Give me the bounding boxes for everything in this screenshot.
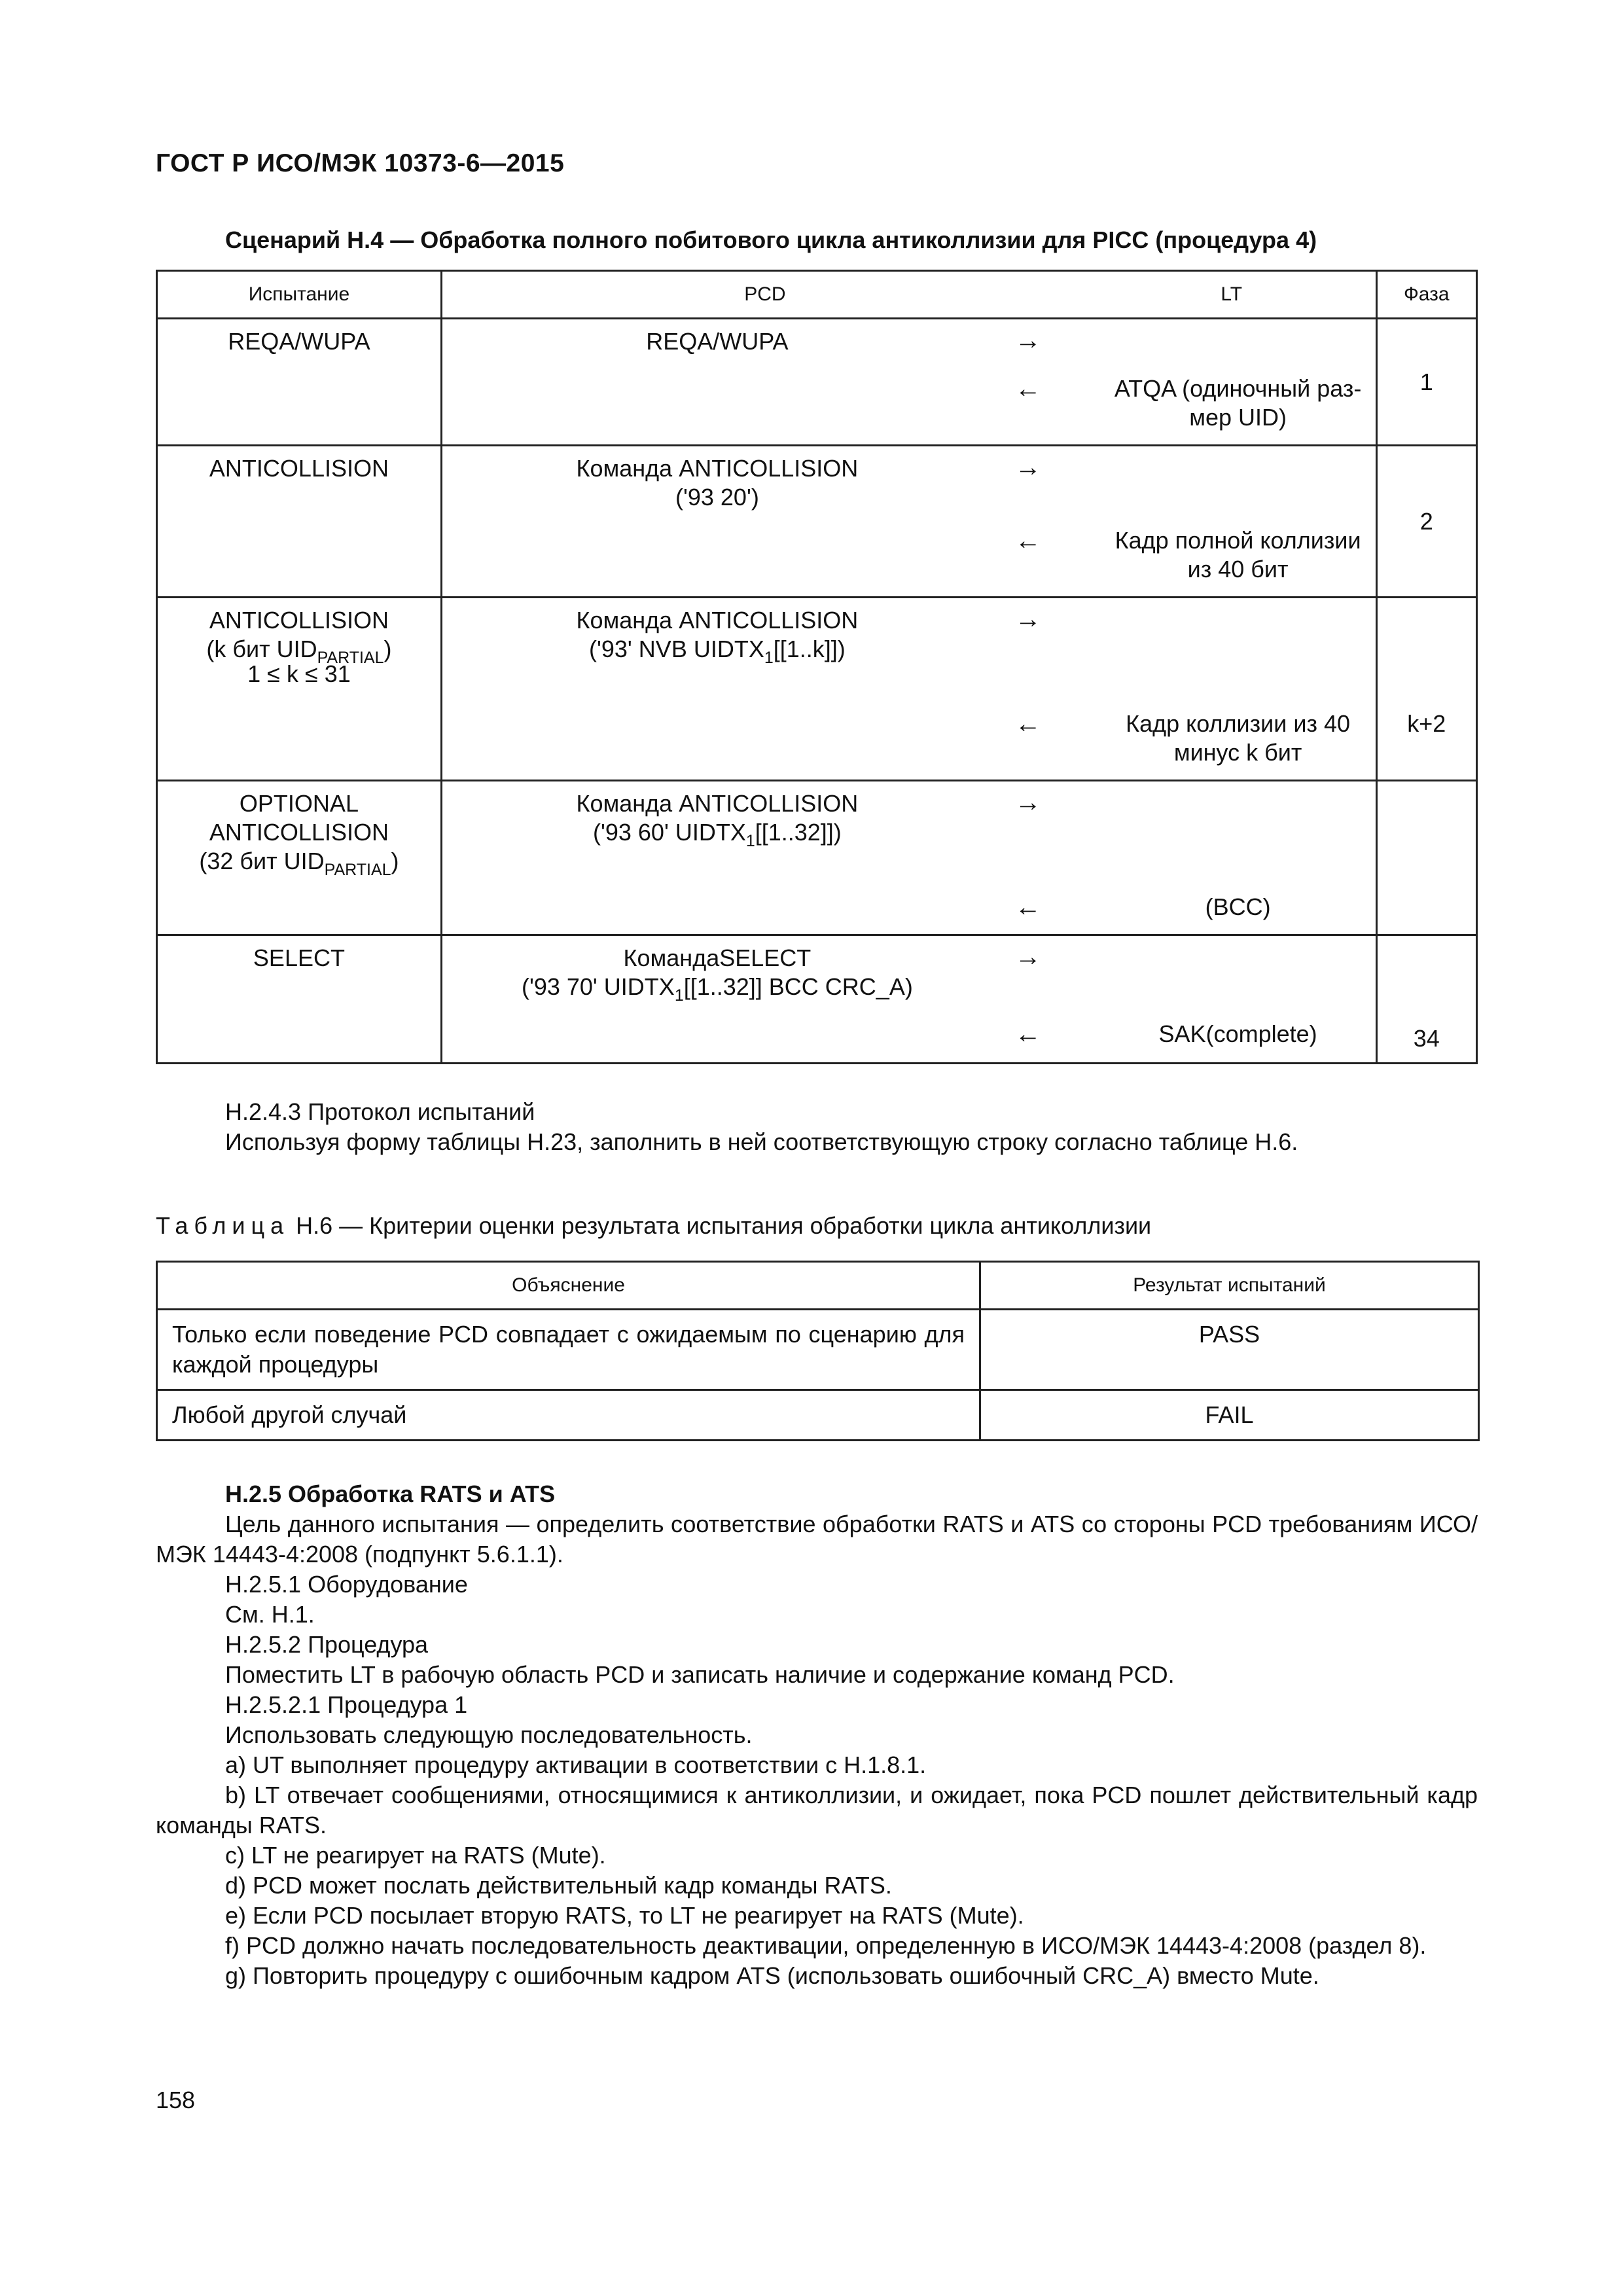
test-line — [158, 635, 440, 667]
cell-phase: 2 — [1376, 446, 1476, 598]
cell-phase: k+2 — [1376, 598, 1476, 781]
scenario-caption: Сценарий Н.4 — Обработка полного побитового цикла антиколлизии для PICC (процедура 4) — [225, 226, 1317, 253]
protocol-heading: Н.2.4.3 Протокол испытаний — [225, 1098, 535, 1125]
lt-text — [1101, 893, 1376, 922]
cell-test — [157, 598, 442, 781]
cell-phase — [1376, 781, 1476, 935]
arrow-right-icon: → — [1014, 453, 1041, 482]
cell-pcd — [441, 935, 1087, 1064]
table-row — [157, 598, 1477, 781]
cell-test — [157, 319, 442, 446]
test-line: ANTICOLLISION — [209, 819, 389, 846]
arrow-left-icon: ← — [1014, 709, 1041, 738]
test-line: ANTICOLLISION — [209, 607, 389, 634]
test-line: ANTICOLLISION — [209, 455, 389, 482]
section-heading: Н.2.5 Обработка RATS и ATS — [225, 1480, 556, 1507]
pcd-line: Команда ANTICOLLISION — [576, 790, 859, 817]
pcd-line: Команда ANTICOLLISION — [576, 455, 859, 482]
document-header: ГОСТ Р ИСО/МЭК 10373-6—2015 — [156, 149, 565, 177]
list-item: c) LT не реагирует на RATS (Mute). — [225, 1842, 606, 1869]
test-text: ) — [383, 636, 392, 662]
pcd-text-part: ('93 60' UIDTX — [593, 819, 746, 846]
body-paragraph: Н.2.5.2.1 Процедура 1 — [225, 1691, 468, 1718]
test-text: (k бит UID — [206, 636, 317, 662]
test-line: SELECT — [253, 944, 345, 971]
cell-pcd — [441, 446, 1087, 598]
body-paragraph: Н.2.5.1 Оборудование — [225, 1571, 468, 1598]
arrow-left-icon: ← — [1014, 374, 1041, 403]
lt-text — [1101, 374, 1376, 432]
lt-text — [1101, 526, 1376, 584]
col-header-lt: LT — [1088, 271, 1376, 319]
table6-caption-text: Н.6 — Критерии оценки результата испытания обработки цикла антиколлизии — [289, 1212, 1152, 1239]
page-number: 158 — [156, 2087, 196, 2113]
cell-result: FAIL — [980, 1390, 1479, 1441]
cell-lt — [1088, 446, 1376, 598]
pcd-text-part: [[1..32]] BCC CRC_A) — [683, 973, 913, 1000]
lt-line: ATQA (одиночный раз- — [1114, 375, 1362, 402]
pcd-line: ('93 20') — [675, 484, 759, 511]
scenario-table — [156, 270, 1478, 1064]
cell-pcd — [441, 598, 1087, 781]
test-text: (32 бит UID — [199, 848, 325, 874]
lt-line: минус k бит — [1173, 739, 1302, 766]
list-item: f) PCD должно начать последовательность деактивации, определенную в ИСО/МЭК 14443-4:2008 (раздел 8). — [225, 1932, 1427, 1959]
test-line — [158, 847, 440, 879]
lt-line: мер UID) — [1189, 404, 1287, 431]
pcd-line — [442, 818, 992, 850]
cell-explanation: Только если поведение PCD совпадает с ожидаемым по сценарию для каждой процедуры — [157, 1310, 980, 1390]
cell-test — [157, 781, 442, 935]
cell-phase: 34 — [1376, 935, 1476, 1064]
subscript: PARTIAL — [324, 861, 391, 879]
cell-pcd — [441, 319, 1087, 446]
pcd-line: REQA/WUPA — [646, 328, 789, 355]
subscript: 1 — [674, 986, 684, 1005]
body-paragraph: Использовать следующую последовательность. — [225, 1721, 753, 1748]
arrow-left-icon: ← — [1014, 526, 1041, 555]
test-line: REQA/WUPA — [228, 328, 370, 355]
col-header-pcd: PCD — [441, 271, 1087, 319]
pcd-text — [442, 781, 992, 850]
col-header-phase: Фаза — [1376, 271, 1476, 319]
col-header-test: Испытание — [157, 271, 442, 319]
arrow-right-icon: → — [1014, 788, 1041, 817]
pcd-text — [442, 598, 992, 667]
subscript: 1 — [764, 649, 774, 667]
pcd-line: Команда ANTICOLLISION — [576, 607, 859, 634]
arrow-right-icon: → — [1014, 605, 1041, 634]
lt-line: Кадр полной коллизии — [1115, 527, 1361, 554]
cell-explanation: Любой другой случай — [157, 1390, 980, 1441]
subscript: PARTIAL — [317, 649, 384, 667]
arrow-right-icon: → — [1014, 326, 1041, 355]
protocol-text: Используя форму таблицы Н.23, заполнить в ней соответствующую строку согласно таблице Н.6. — [225, 1128, 1298, 1155]
table6-caption-prefix: Таблица — [156, 1212, 290, 1239]
pcd-text — [442, 936, 992, 1005]
lt-line: (BCC) — [1205, 893, 1271, 920]
list-item: a) UT выполняет процедуру активации в соответствии с Н.1.8.1. — [225, 1751, 927, 1778]
lt-text — [1101, 1020, 1376, 1049]
cell-test — [157, 935, 442, 1064]
arrow-right-icon: → — [1014, 942, 1041, 971]
lt-line: SAK(complete) — [1158, 1020, 1317, 1047]
list-item: e) Если PCD посылает вторую RATS, то LT не реагирует на RATS (Mute). — [225, 1902, 1024, 1929]
pcd-line — [442, 635, 992, 667]
pcd-line: КомандаSELECT — [623, 944, 812, 971]
test-text: ) — [391, 848, 399, 874]
criteria-table — [156, 1261, 1480, 1441]
arrow-left-icon: ← — [1014, 1020, 1041, 1049]
list-item: g) Повторить процедуру с ошибочным кадром ATS (использовать ошибочный CRC_A) вместо Mute. — [225, 1962, 1319, 1989]
lt-line: Кадр коллизии из 40 — [1126, 710, 1351, 737]
table-row — [157, 935, 1477, 1064]
cell-pcd — [441, 781, 1087, 935]
cell-test — [157, 446, 442, 598]
col-header-explanation: Объяснение — [157, 1262, 980, 1310]
subscript: 1 — [745, 832, 755, 850]
criteria-table-header — [157, 1262, 1479, 1310]
test-line: 1 ≤ k ≤ 31 — [247, 660, 351, 687]
pcd-text-part: [[1..32]]) — [755, 819, 842, 846]
scenario-table-header — [157, 271, 1477, 319]
pcd-text-part: ('93 70' UIDTX — [521, 973, 675, 1000]
table-row — [157, 446, 1477, 598]
table-row — [157, 1310, 1479, 1390]
body-paragraph: Цель данного испытания — определить соответствие обработки RATS и ATS со стороны PCD требованиям ИСО/МЭК 14443-4:2008 (подпункт 5.6.1.1). — [156, 1511, 1478, 1568]
col-header-result: Результат испытаний — [980, 1262, 1479, 1310]
lt-text — [1101, 709, 1376, 767]
test-line: OPTIONAL — [239, 790, 359, 817]
pcd-text-part: [[1..k]]) — [773, 636, 846, 662]
cell-lt — [1088, 781, 1376, 935]
list-item: d) PCD может послать действительный кадр команды RATS. — [225, 1872, 892, 1899]
lt-line: из 40 бит — [1187, 556, 1289, 583]
cell-lt — [1088, 935, 1376, 1064]
pcd-text — [442, 446, 992, 512]
body-paragraph: См. Н.1. — [225, 1601, 315, 1628]
cell-lt — [1088, 319, 1376, 446]
arrow-left-icon: ← — [1014, 893, 1041, 922]
table-row — [157, 319, 1477, 446]
pcd-line — [442, 973, 992, 1005]
cell-lt — [1088, 598, 1376, 781]
cell-phase: 1 — [1376, 319, 1476, 446]
table-row — [157, 1390, 1479, 1441]
cell-result: PASS — [980, 1310, 1479, 1390]
list-item: b) LT отвечает сообщениями, относящимися к антиколлизии, и ожидает, пока PCD пошлет действительный кадр команды RATS. — [156, 1782, 1478, 1839]
body-paragraph: Н.2.5.2 Процедура — [225, 1631, 429, 1658]
table6-caption — [156, 1212, 1151, 1240]
body-paragraph: Поместить LT в рабочую область PCD и записать наличие и содержание команд PCD. — [225, 1661, 1175, 1688]
pcd-text-part: ('93' NVB UIDTX — [589, 636, 764, 662]
table-row — [157, 781, 1477, 935]
